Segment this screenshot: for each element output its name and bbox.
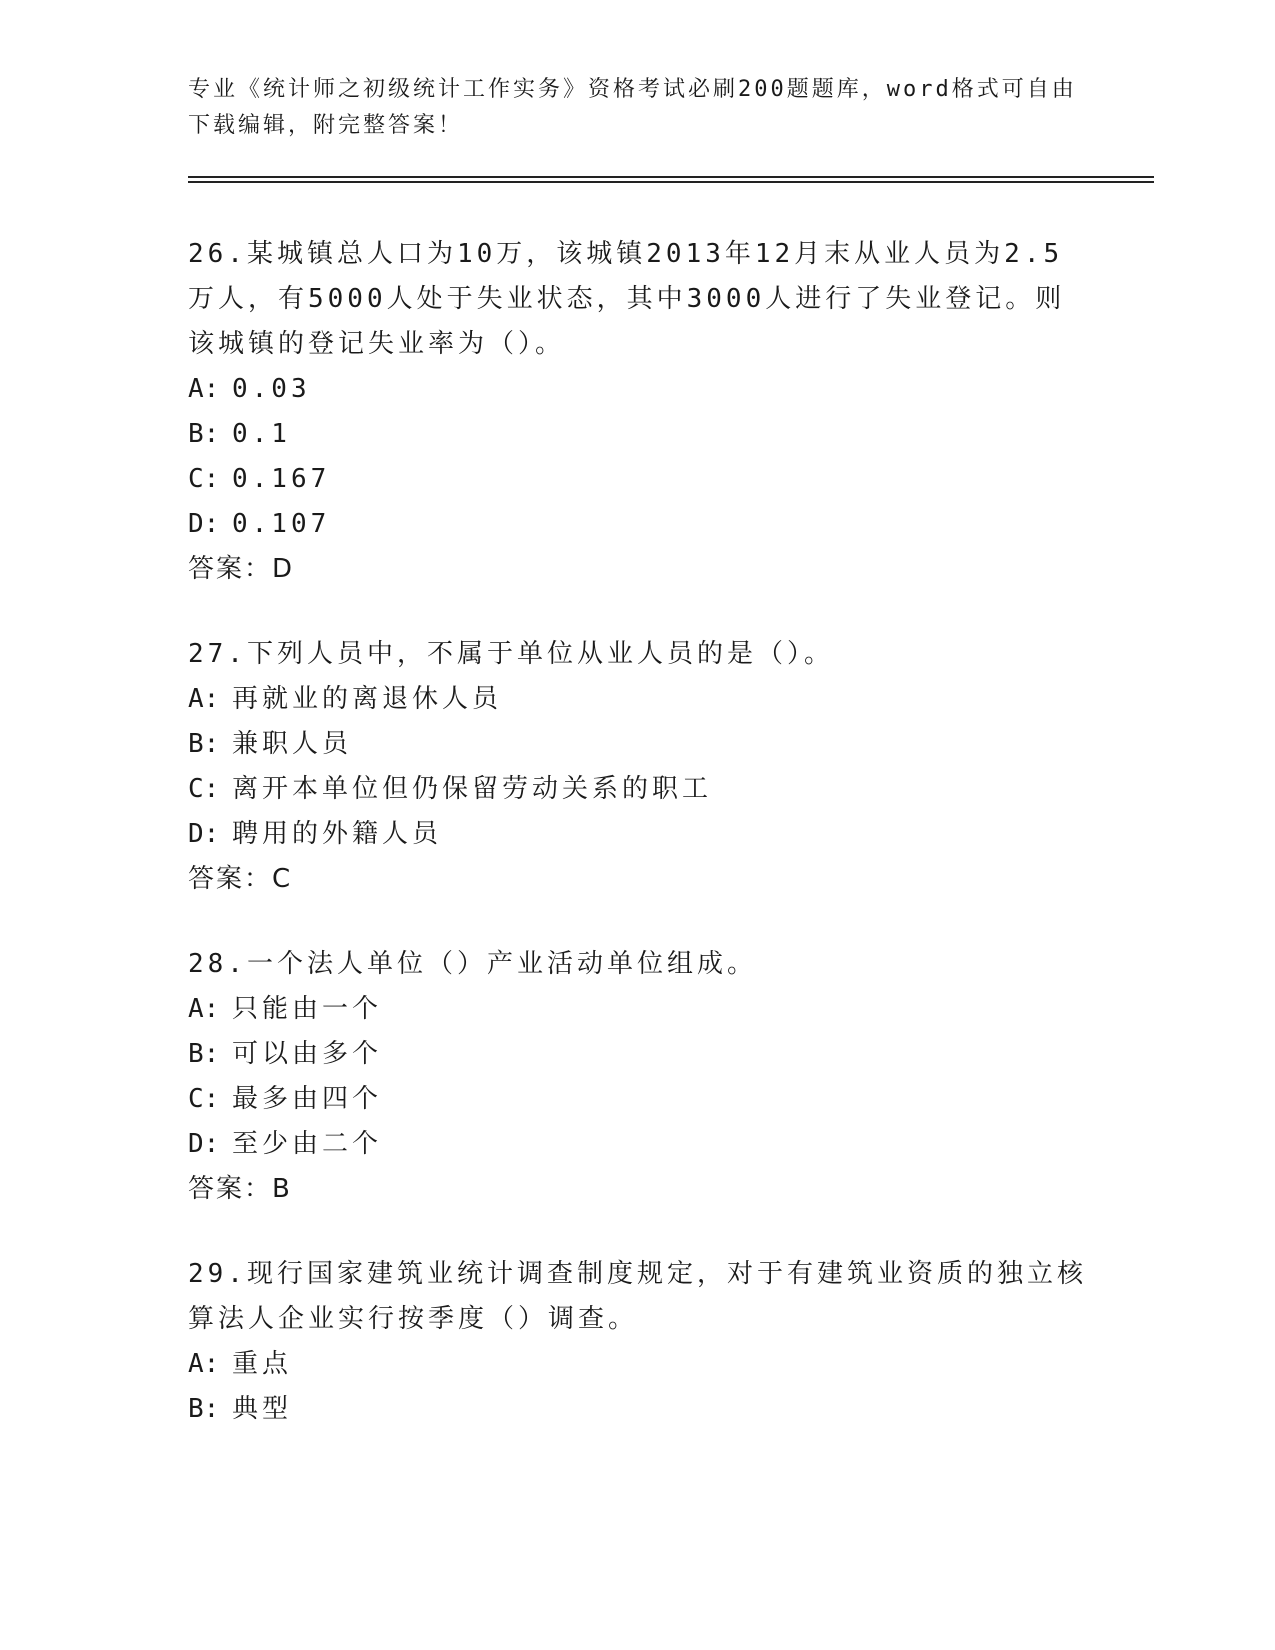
- document-header: 专业《统计师之初级统计工作实务》资格考试必刷200题题库，word格式可自由下载编辑，附完整答案！: [188, 77, 1077, 138]
- option-text: 再就业的离退休人员: [232, 684, 503, 714]
- option-letter: D:: [188, 509, 220, 539]
- option-letter: B:: [188, 1394, 220, 1424]
- option-a: [188, 1342, 1088, 1387]
- option-text: 兼职人员: [232, 729, 353, 759]
- option-text: 0.03: [232, 374, 311, 404]
- question-27: [188, 632, 1088, 902]
- option-letter: C:: [188, 1084, 220, 1114]
- option-letter: C:: [188, 774, 220, 804]
- option-d: [188, 812, 1088, 857]
- answer-line: 答案：D: [188, 554, 295, 584]
- question-29: [188, 1252, 1088, 1432]
- question-text: 28.一个法人单位（）产业活动单位组成。: [188, 949, 757, 979]
- option-b: [188, 1032, 1088, 1077]
- option-a: [188, 677, 1088, 722]
- option-letter: D:: [188, 1129, 220, 1159]
- option-text: 0.167: [232, 464, 331, 494]
- option-letter: B:: [188, 729, 220, 759]
- option-a: [188, 367, 1088, 412]
- option-text: 最多由四个: [232, 1084, 383, 1114]
- question-list: [188, 232, 1088, 1472]
- option-c: [188, 767, 1088, 812]
- option-text: 0.1: [232, 419, 291, 449]
- option-b: [188, 1387, 1088, 1432]
- option-text: 聘用的外籍人员: [232, 819, 443, 849]
- option-c: [188, 1077, 1088, 1122]
- option-letter: C:: [188, 464, 220, 494]
- option-text: 0.107: [232, 509, 331, 539]
- question-text: 27.下列人员中，不属于单位从业人员的是（）。: [188, 639, 834, 669]
- answer-line: 答案：C: [188, 864, 293, 894]
- option-letter: B:: [188, 419, 220, 449]
- option-letter: A:: [188, 684, 220, 714]
- question-text: 26.某城镇总人口为10万，该城镇2013年12月末从业人员为2.5万人，有5000人处于失业状态，其中3000人进行了失业登记。则该城镇的登记失业率为（）。: [188, 239, 1066, 359]
- option-b: [188, 722, 1088, 767]
- option-text: 重点: [232, 1349, 293, 1379]
- option-text: 可以由多个: [232, 1039, 383, 1069]
- option-b: [188, 412, 1088, 457]
- option-a: [188, 987, 1088, 1032]
- header-divider-top: [188, 176, 1154, 178]
- option-text: 只能由一个: [232, 994, 383, 1024]
- option-letter: A:: [188, 374, 220, 404]
- option-c: [188, 457, 1088, 502]
- option-letter: A:: [188, 1349, 220, 1379]
- option-text: 至少由二个: [232, 1129, 383, 1159]
- option-letter: B:: [188, 1039, 220, 1069]
- option-letter: D:: [188, 819, 220, 849]
- question-28: [188, 942, 1088, 1212]
- header-divider-bottom: [188, 181, 1154, 183]
- option-d: [188, 1122, 1088, 1167]
- question-text: 29.现行国家建筑业统计调查制度规定，对于有建筑业资质的独立核算法人企业实行按季度（）调查。: [188, 1259, 1087, 1334]
- option-d: [188, 502, 1088, 547]
- option-text: 典型: [232, 1394, 293, 1424]
- answer-line: 答案：B: [188, 1174, 292, 1204]
- option-text: 离开本单位但仍保留劳动关系的职工: [232, 774, 713, 804]
- question-26: [188, 232, 1088, 592]
- option-letter: A:: [188, 994, 220, 1024]
